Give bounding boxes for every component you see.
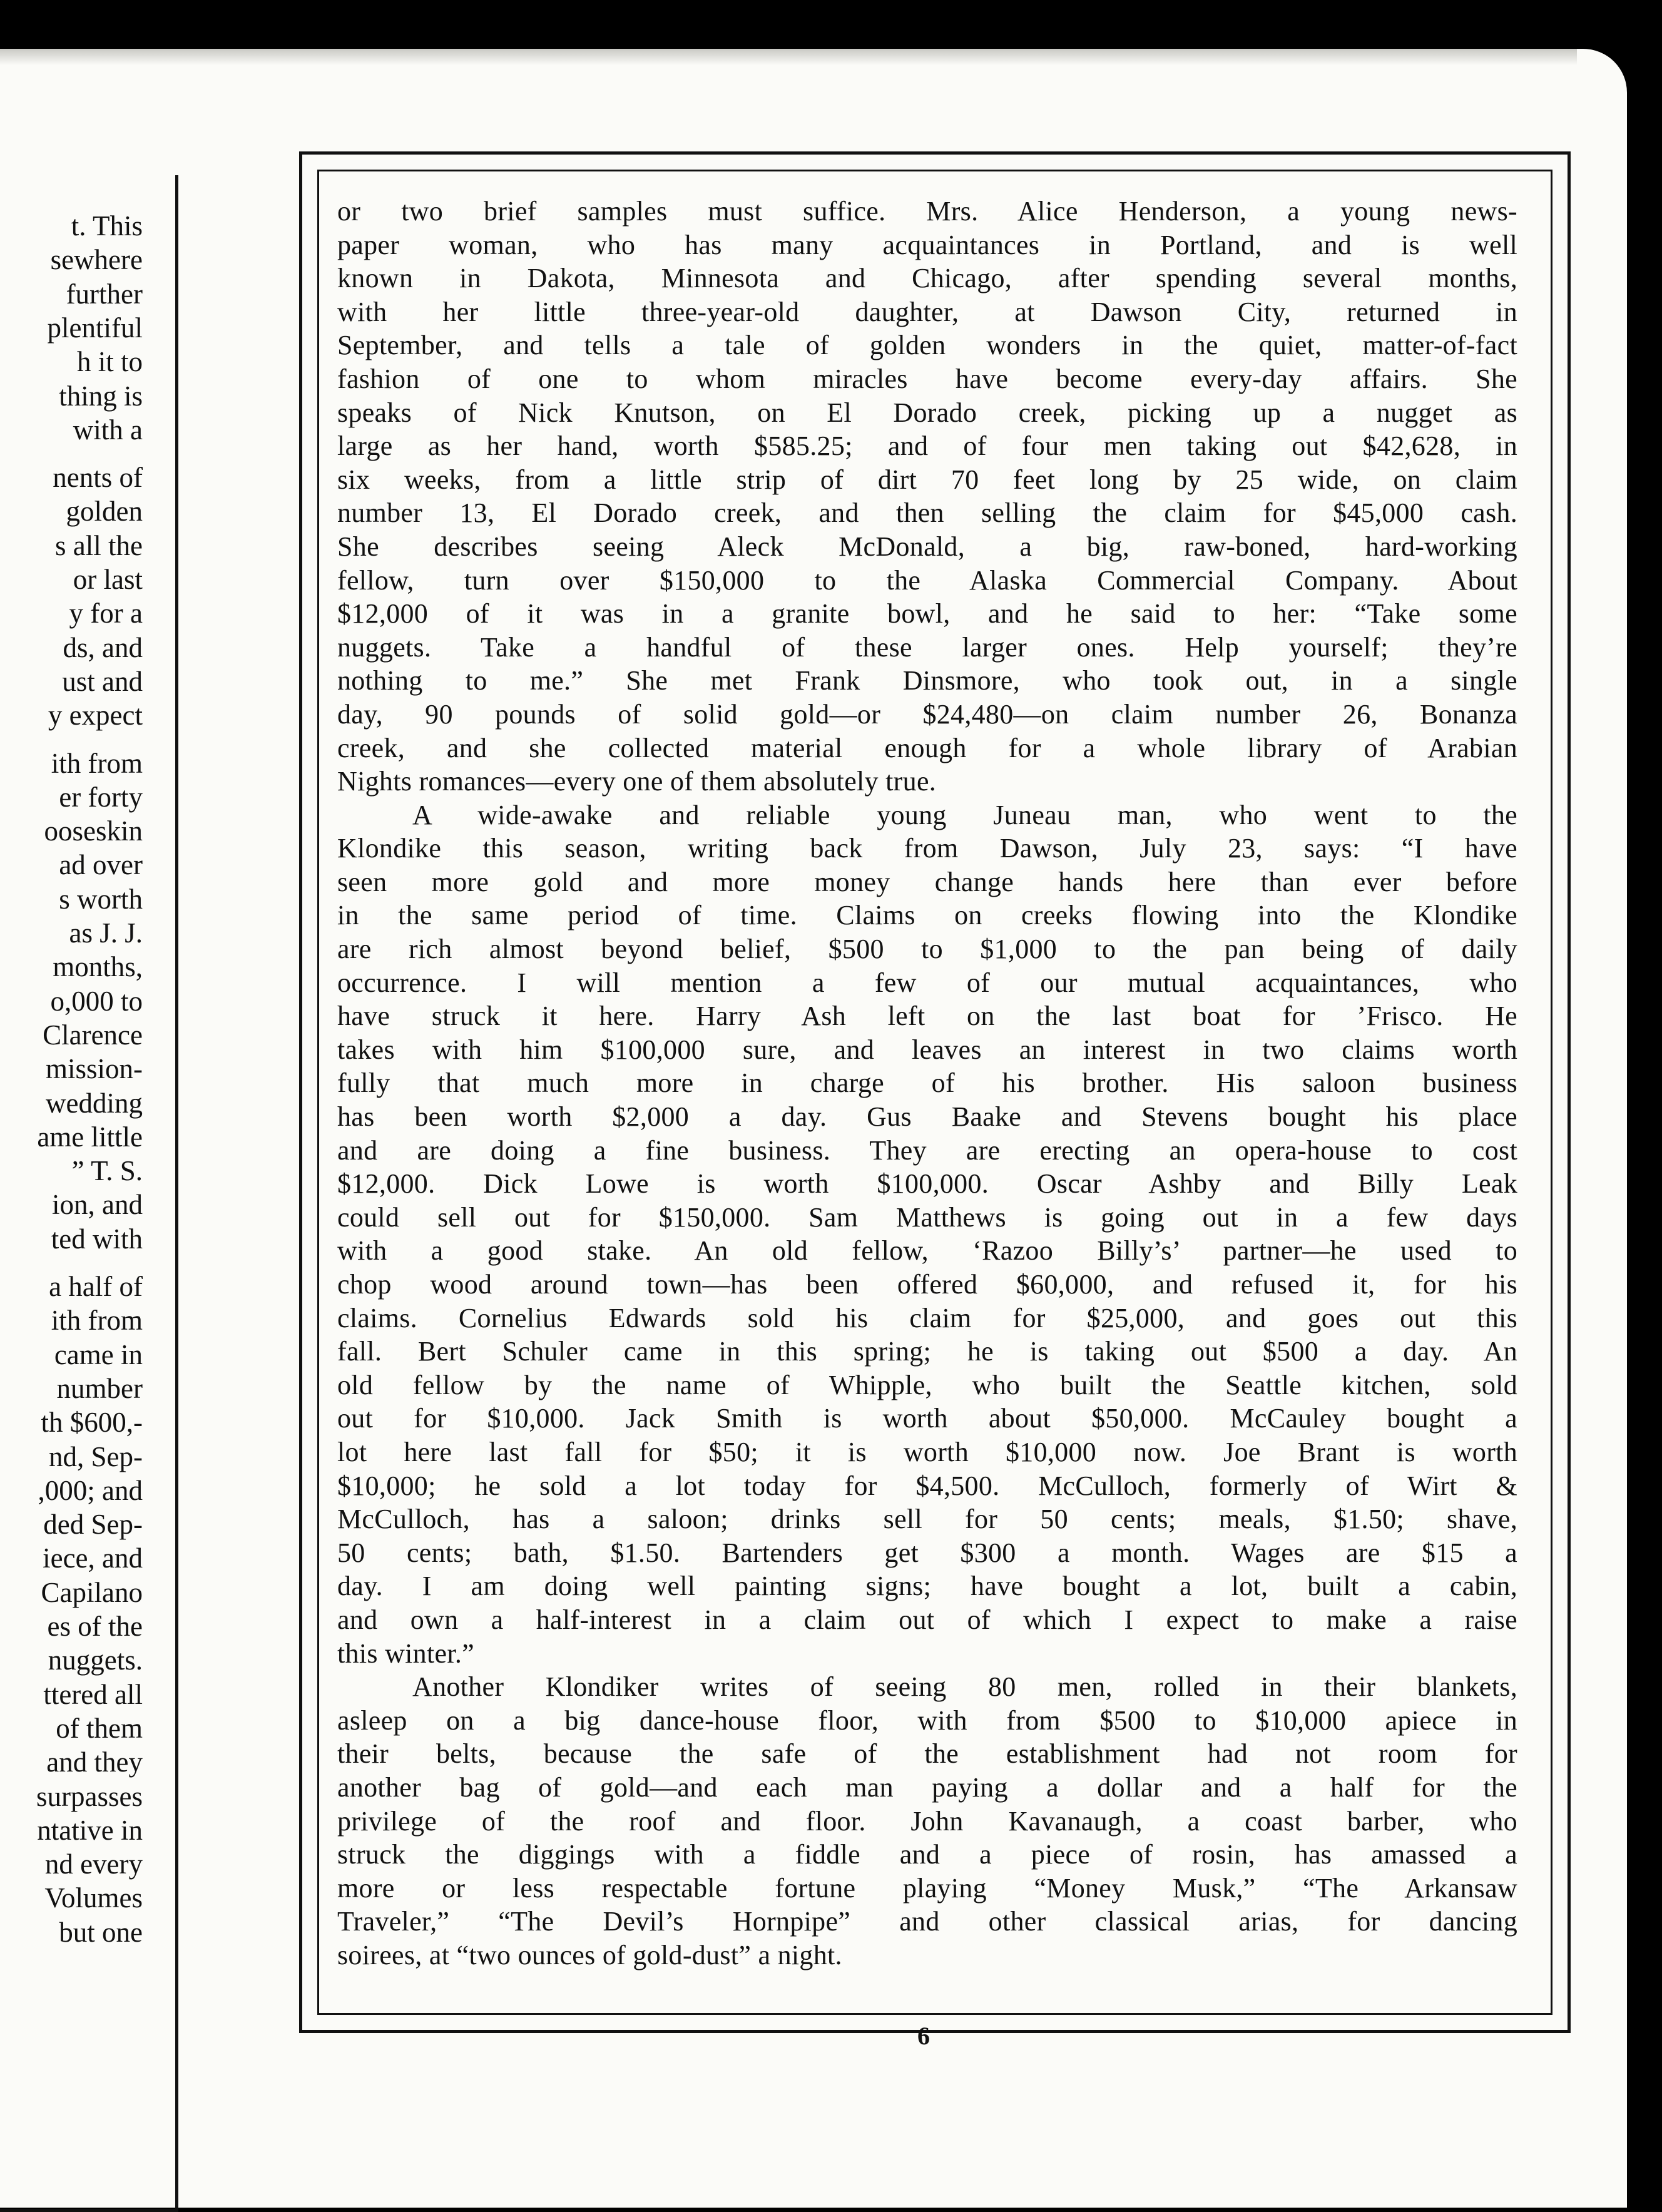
left-column-line: ntative in: [37, 1814, 143, 1846]
article-line: September, and tells a tale of golden wonders in the quiet, matter-of-fact: [337, 330, 1517, 361]
article-line: could sell out for $150,000. Sam Matthews is going out in a few days: [337, 1201, 1517, 1233]
left-column-line: es of the: [47, 1611, 143, 1642]
article-line: Klondike this season, writing back from Dawson, July 23, says: “I have: [337, 833, 1517, 864]
left-column-line: sewhere: [50, 244, 143, 276]
article-line: $10,000; he sold a lot today for $4,500. McCulloch, formerly of Wirt &: [337, 1470, 1517, 1501]
article-line: number 13, El Dorado creek, and then selling the claim for $45,000 cash.: [337, 497, 1517, 529]
article-line: has been worth $2,000 a day. Gus Baake and Stevens bought his place: [337, 1101, 1517, 1133]
left-column-line: ooseskin: [44, 815, 143, 847]
article-line: fully that much more in charge of his brother. His saloon business: [337, 1068, 1517, 1099]
left-column-line: s worth: [59, 883, 143, 915]
article-line: Nights romances—every one of them absolutely true.: [337, 766, 937, 797]
left-column-line: number: [56, 1372, 143, 1404]
article-line: occurrence. I will mention a few of our mutual acquaintances, who: [337, 967, 1517, 998]
article-line: creek, and she collected material enough for a whole library of Arabian: [337, 732, 1517, 763]
left-column-line: ith from: [51, 1305, 143, 1337]
article-line: their belts, because the safe of the establishment had not room for: [337, 1738, 1517, 1770]
article-line: fall. Bert Schuler came in this spring; he is taking out $500 a day. An: [337, 1336, 1517, 1367]
article-line: lot here last fall for $50; it is worth $10,000 now. Joe Brant is worth: [337, 1436, 1517, 1467]
left-column-line: nd, Sep-: [49, 1440, 143, 1472]
article-line: have struck it here. Harry Ash left on the last boat for ’Frisco. He: [337, 1001, 1517, 1032]
article-line: and own a half-interest in a claim out of which I expect to make a raise: [337, 1604, 1517, 1635]
left-column-line: er forty: [59, 781, 143, 813]
left-column-line: o,000 to: [50, 985, 143, 1017]
article-line: 50 cents; bath, $1.50. Bartenders get $300 a month. Wages are $15 a: [337, 1537, 1517, 1568]
article-line: out for $10,000. Jack Smith is worth about $50,000. McCauley bought a: [337, 1403, 1517, 1434]
article-line: day. I am doing well painting signs; have bought a lot, built a cabin,: [337, 1571, 1517, 1602]
left-column-line: nents of: [53, 462, 143, 494]
left-column-line: ted with: [51, 1223, 143, 1255]
left-column-line: y for a: [69, 598, 143, 629]
article-line: soirees, at “two ounces of gold-dust” a night.: [337, 1939, 842, 1970]
left-column-line: ust and: [62, 665, 143, 697]
left-column-line: ,000; and: [38, 1474, 143, 1506]
article-line: nuggets. Take a handful of these larger ones. Help yourself; they’re: [337, 631, 1517, 663]
left-column-line: surpasses: [36, 1780, 143, 1812]
left-column-line: nuggets.: [48, 1644, 143, 1676]
article-line: paper woman, who has many acquaintances in Portland, and is well: [337, 229, 1517, 260]
left-column-line: iece, and: [43, 1542, 143, 1574]
left-column-line: and they: [46, 1746, 143, 1778]
article-line: old fellow by the name of Whipple, who built the Seattle kitchen, sold: [337, 1369, 1517, 1400]
article-line: claims. Cornelius Edwards sold his claim for $25,000, and goes out this: [337, 1302, 1517, 1333]
article-line: nothing to me.” She met Frank Dinsmore, who took out, in a single: [337, 665, 1517, 696]
article-line: this winter.”: [337, 1638, 474, 1669]
left-column-line: ion, and: [52, 1189, 143, 1221]
left-column-line: further: [66, 278, 143, 310]
left-column-line: came in: [54, 1338, 143, 1370]
left-column-line: ame little: [37, 1121, 143, 1153]
article-line: chop wood around town—has been offered $60,000, and refused it, for his: [337, 1269, 1517, 1300]
article-line: more or less respectable fortune playing “Money Musk,” “The Arkansaw: [337, 1872, 1517, 1904]
left-column-line: h it to: [76, 346, 143, 378]
article-line: fashion of one to whom miracles have become every-day affairs. She: [337, 363, 1517, 394]
article-line: and are doing a fine business. They are erecting an opera-house to cost: [337, 1134, 1517, 1166]
left-column-line: of them: [56, 1712, 143, 1744]
article-body: [337, 195, 1517, 1972]
article-line: six weeks, from a little strip of dirt 70 feet long by 25 wide, on claim: [337, 464, 1517, 495]
left-column-line: with a: [73, 414, 143, 446]
article-line: She describes seeing Aleck McDonald, a big, raw-boned, hard-working: [337, 531, 1517, 562]
left-column-line: s all the: [55, 529, 143, 561]
article-line: speaks of Nick Knutson, on El Dorado creek, picking up a nugget as: [337, 397, 1517, 428]
article-line: takes with him $100,000 sure, and leaves an interest in two claims worth: [337, 1034, 1517, 1065]
article-frame: [299, 151, 1571, 2033]
left-column-line: ad over: [59, 849, 143, 881]
article-line: are rich almost beyond belief, $500 to $1,000 to the pan being of daily: [337, 934, 1517, 965]
article-line: day, 90 pounds of solid gold—or $24,480—on claim number 26, Bonanza: [337, 698, 1517, 730]
left-column-line: wedding: [46, 1087, 143, 1119]
left-column-line: months,: [53, 951, 143, 983]
article-line: struck the diggings with a fiddle and a piece of rosin, has amassed a: [337, 1839, 1517, 1870]
left-column-line: or last: [73, 564, 143, 595]
article-line: in the same period of time. Claims on creeks flowing into the Klondike: [337, 900, 1517, 931]
left-column-line: ” T. S.: [71, 1155, 143, 1187]
left-column-line: nd every: [44, 1848, 143, 1880]
article-line: Traveler,” “The Devil’s Hornpipe” and other classical arias, for dancing: [337, 1906, 1517, 1937]
left-column-line: as J. J.: [69, 917, 143, 949]
left-column-line: t. This: [71, 210, 143, 242]
left-column-line: th $600,-: [41, 1407, 143, 1439]
article-line: large as her hand, worth $585.25; and of four men taking out $42,628, in: [337, 431, 1517, 462]
left-column-line: ith from: [51, 747, 143, 779]
left-column-line: thing is: [59, 380, 143, 412]
left-column-line: Volumes: [44, 1882, 143, 1914]
left-column-line: ttered all: [43, 1678, 143, 1710]
article-line: fellow, turn over $150,000 to the Alaska Commercial Company. About: [337, 564, 1517, 596]
left-column-line: ds, and: [63, 631, 143, 663]
left-column-line: golden: [66, 496, 143, 528]
left-column-line: Clarence: [43, 1019, 143, 1051]
article-line: McCulloch, has a saloon; drinks sell for 50 cents; meals, $1.50; shave,: [337, 1504, 1517, 1535]
left-column-line: mission-: [45, 1053, 143, 1085]
left-column-line: plentiful: [47, 312, 143, 344]
article-line: with her little three-year-old daughter, at Dawson City, returned in: [337, 296, 1517, 327]
article-line: $12,000 of it was in a granite bowl, and he said to her: “Take some: [337, 598, 1517, 629]
left-column-line: ded Sep-: [43, 1509, 143, 1541]
left-column-line: Capilano: [41, 1576, 143, 1608]
left-column-line: y expect: [48, 700, 143, 731]
left-column-line: a half of: [49, 1271, 143, 1302]
article-line: $12,000. Dick Lowe is worth $100,000. Oscar Ashby and Billy Leak: [337, 1168, 1517, 1200]
article-line: privilege of the roof and floor. John Kavanaugh, a coast barber, who: [337, 1805, 1517, 1837]
paper-top-edge: [0, 49, 1577, 65]
article-line: seen more gold and more money change hands here than ever before: [337, 866, 1517, 897]
article-line: or two brief samples must suffice. Mrs. Alice Henderson, a young news-: [337, 196, 1517, 227]
article-line: Another Klondiker writes of seeing 80 men, rolled in their blankets,: [412, 1671, 1517, 1703]
left-column-fragment: [0, 175, 178, 2212]
left-column-line: but one: [59, 1916, 143, 1948]
article-line: asleep on a big dance-house floor, with from $500 to $10,000 apiece in: [337, 1705, 1517, 1736]
article-line: known in Dakota, Minnesota and Chicago, after spending several months,: [337, 263, 1517, 294]
page-number: 6: [917, 2022, 930, 2050]
article-line: another bag of gold—and each man paying a dollar and a half for the: [337, 1771, 1517, 1803]
article-line: A wide-awake and reliable young Juneau man, who went to the: [412, 799, 1517, 830]
article-line: with a good stake. An old fellow, ‘Razoo Billy’s’ partner—he used to: [337, 1235, 1517, 1267]
